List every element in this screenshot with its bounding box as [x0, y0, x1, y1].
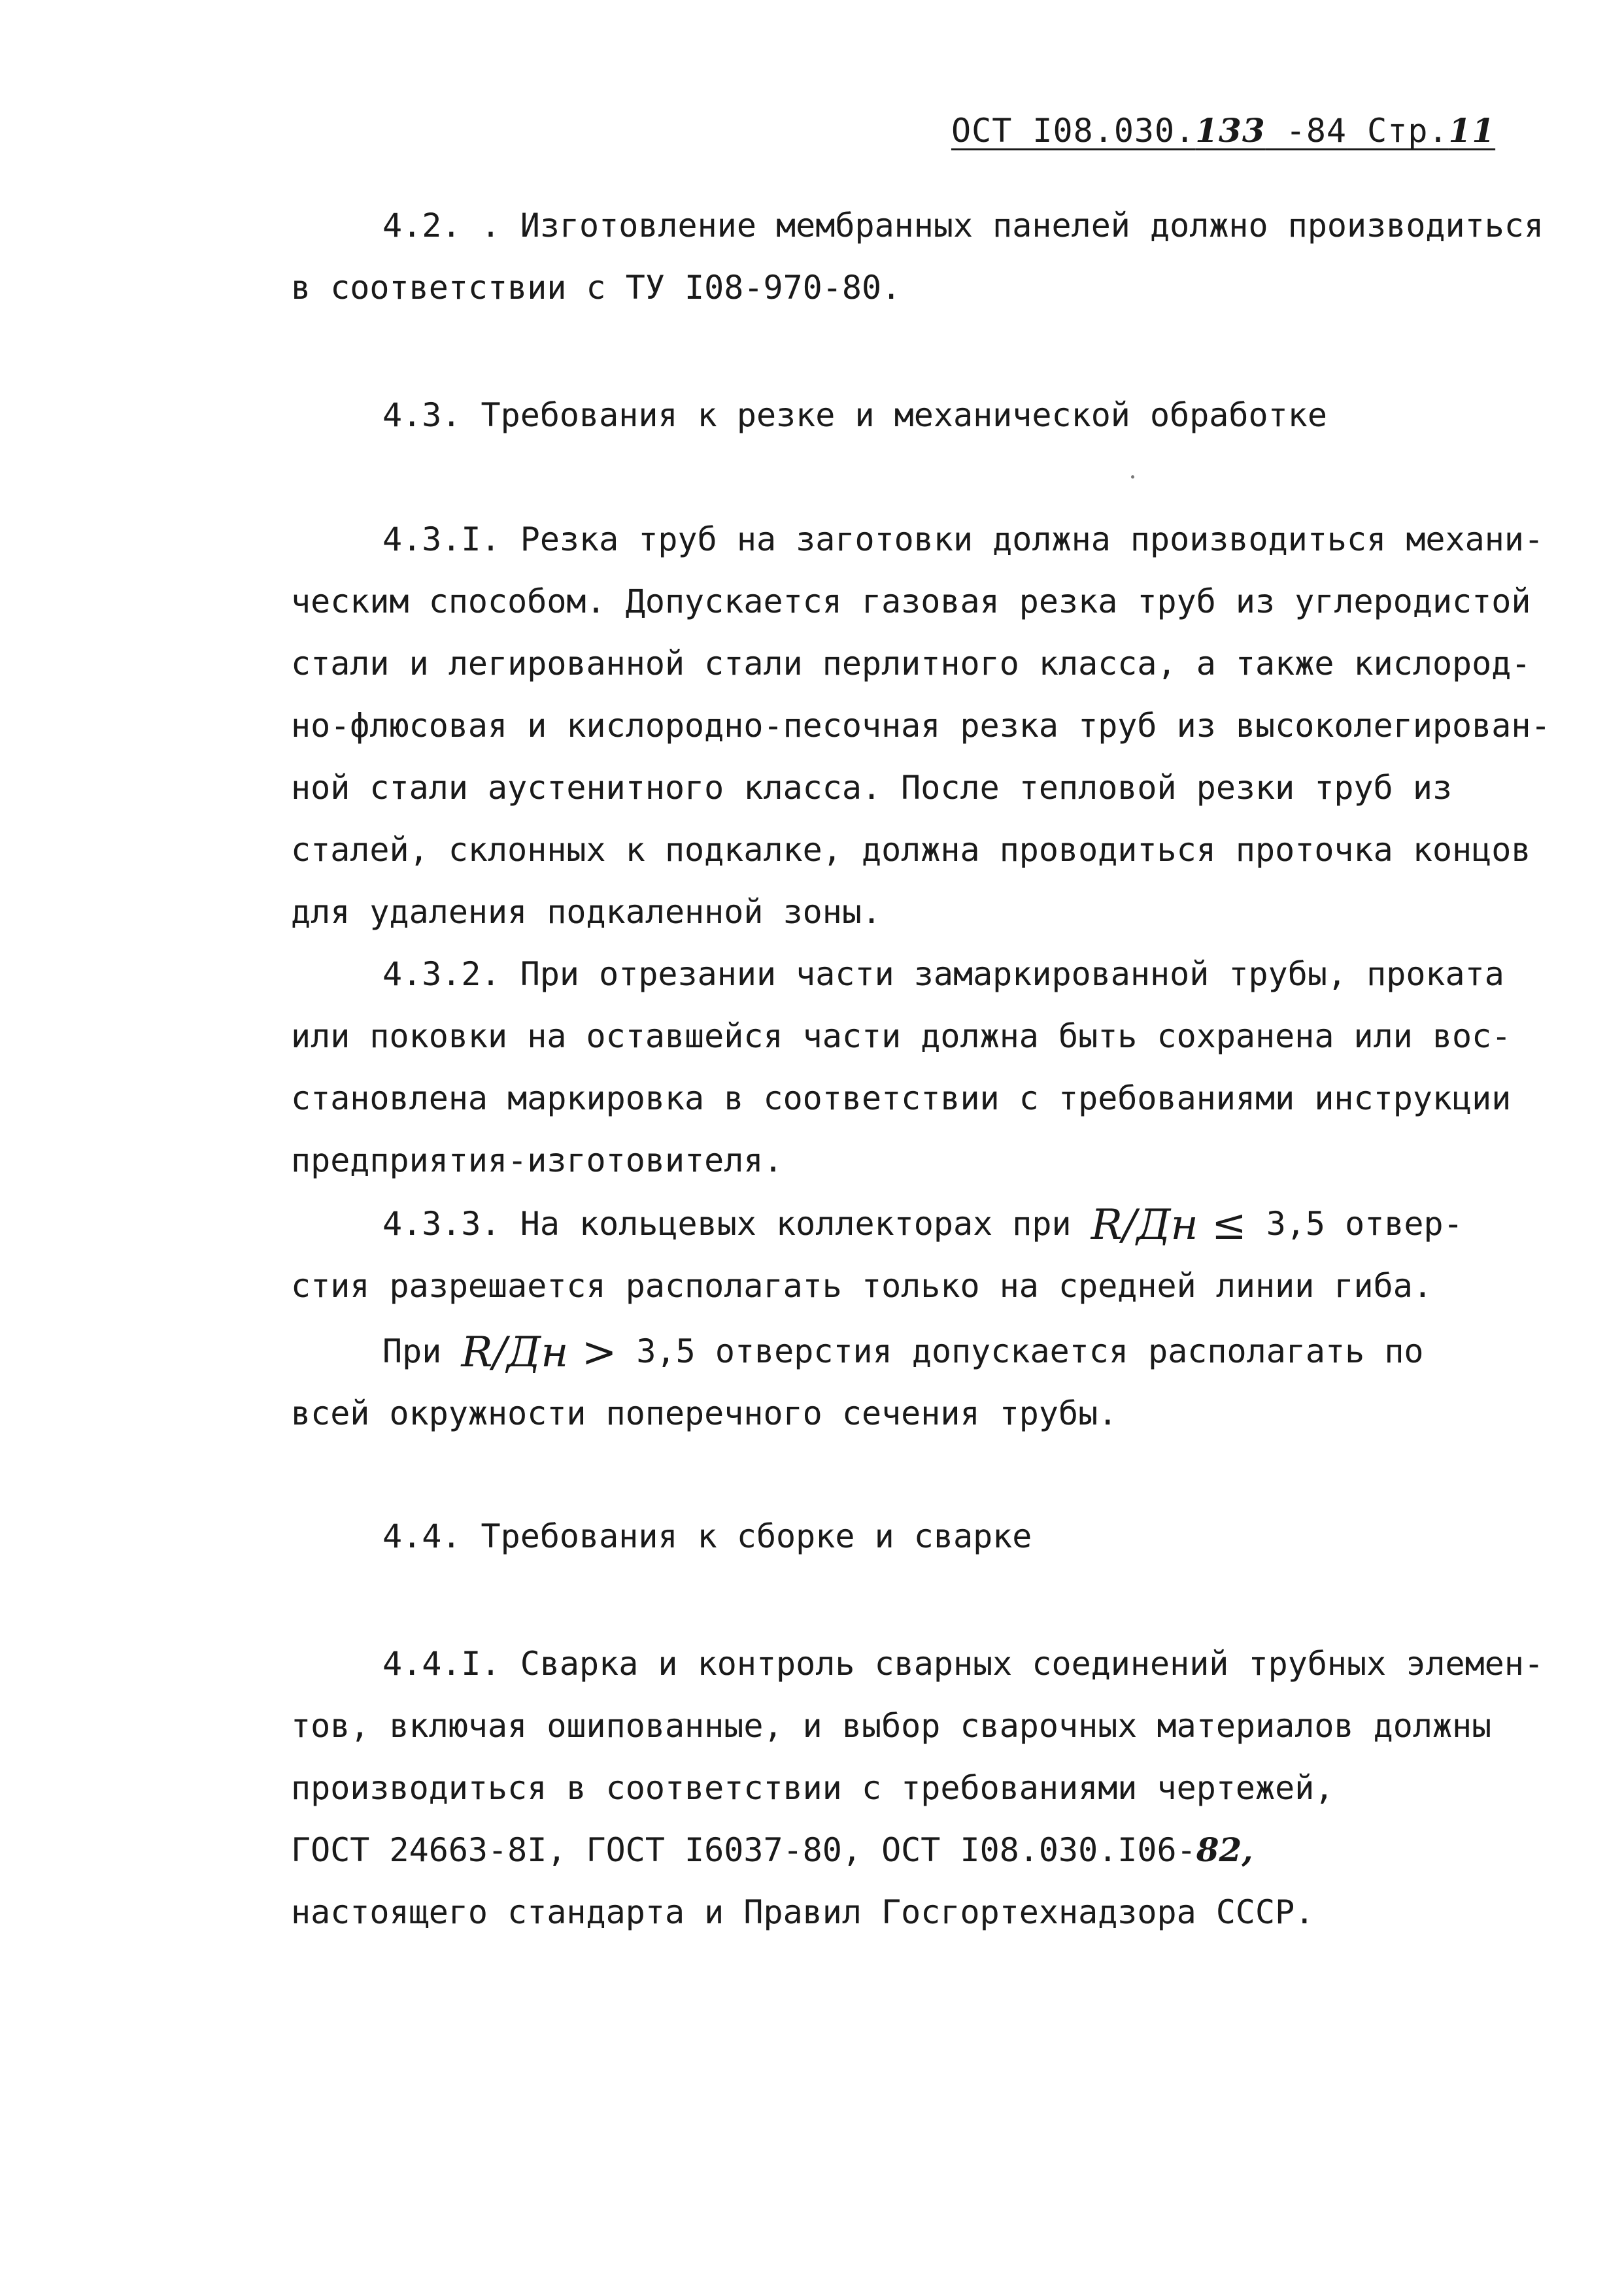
- handwritten-page-number: 11: [1448, 111, 1496, 150]
- text-line: стали и легированной стали перлитного класса, а также кислород-: [291, 645, 1531, 683]
- text-line: становлена маркировка в соответствии с требованиями инструкции: [291, 1079, 1512, 1117]
- text-line: для удаления подкаленной зоны.: [291, 893, 882, 931]
- handwritten-year: 82,: [1196, 1830, 1253, 1869]
- text-line: или поковки на оставшейся части должна быть сохранена или вос-: [291, 1017, 1512, 1055]
- text-line: стия разрешается располагать только на средней линии гиба.: [291, 1267, 1432, 1305]
- text-line: 4.4.I. Сварка и контроль сварных соединений трубных элемен-: [382, 1645, 1544, 1683]
- standard-designation: ОСТ I08.030.133 -84 Стр.11: [951, 111, 1496, 150]
- text-line: ной стали аустенитного класса. После тепловой резки труб из: [291, 769, 1453, 807]
- text-line: сталей, склонных к подкалке, должна проводиться проточка концов: [291, 831, 1531, 869]
- text-line-with-formula: 4.3.3. На кольцевых коллекторах при R/Дн ≤ 3,5 отвер-: [382, 1201, 1463, 1249]
- text-line: предприятия-изготовителя.: [291, 1141, 783, 1179]
- document-header: [951, 111, 1495, 150]
- handwritten-formula: R/Дн ≤: [1091, 1201, 1247, 1249]
- text-line: настоящего стандарта и Правил Госгортехнадзора СССР.: [291, 1893, 1315, 1931]
- section-heading: 4.4. Требования к сборке и сварке: [382, 1517, 1032, 1555]
- text-line: ческим способом. Допускается газовая резка труб из углеродистой: [291, 582, 1531, 620]
- section-heading: 4.3. Требования к резке и механической обработке: [382, 396, 1327, 434]
- text-line-with-formula: При R/Дн > 3,5 отверстия допускается располагать по: [382, 1328, 1424, 1377]
- handwritten-formula: R/Дн >: [461, 1328, 617, 1377]
- text-line: 4.3.I. Резка труб на заготовки должна производиться механи-: [382, 520, 1544, 558]
- text-line: ГОСТ 24663-8I, ГОСТ I6037-80, ОСТ I08.030.I06-82,: [291, 1830, 1253, 1869]
- scan-speck: [1131, 475, 1134, 479]
- text-line: в соответствии с ТУ I08-970-80.: [291, 269, 902, 307]
- handwritten-number: 133: [1195, 111, 1266, 150]
- text-line: но-флюсовая и кислородно-песочная резка труб из высоколегирован-: [291, 707, 1551, 745]
- text-line: 4.2. . Изготовление мембранных панелей должно производиться: [382, 207, 1544, 245]
- text-line: производиться в соответствии с требованиями чертежей,: [291, 1769, 1334, 1807]
- text-line: 4.3.2. При отрезании части замаркированной трубы, проката: [382, 955, 1504, 993]
- text-line: тов, включая ошипованные, и выбор сварочных материалов должны: [291, 1707, 1492, 1745]
- text-line: всей окружности поперечного сечения трубы.: [291, 1394, 1118, 1432]
